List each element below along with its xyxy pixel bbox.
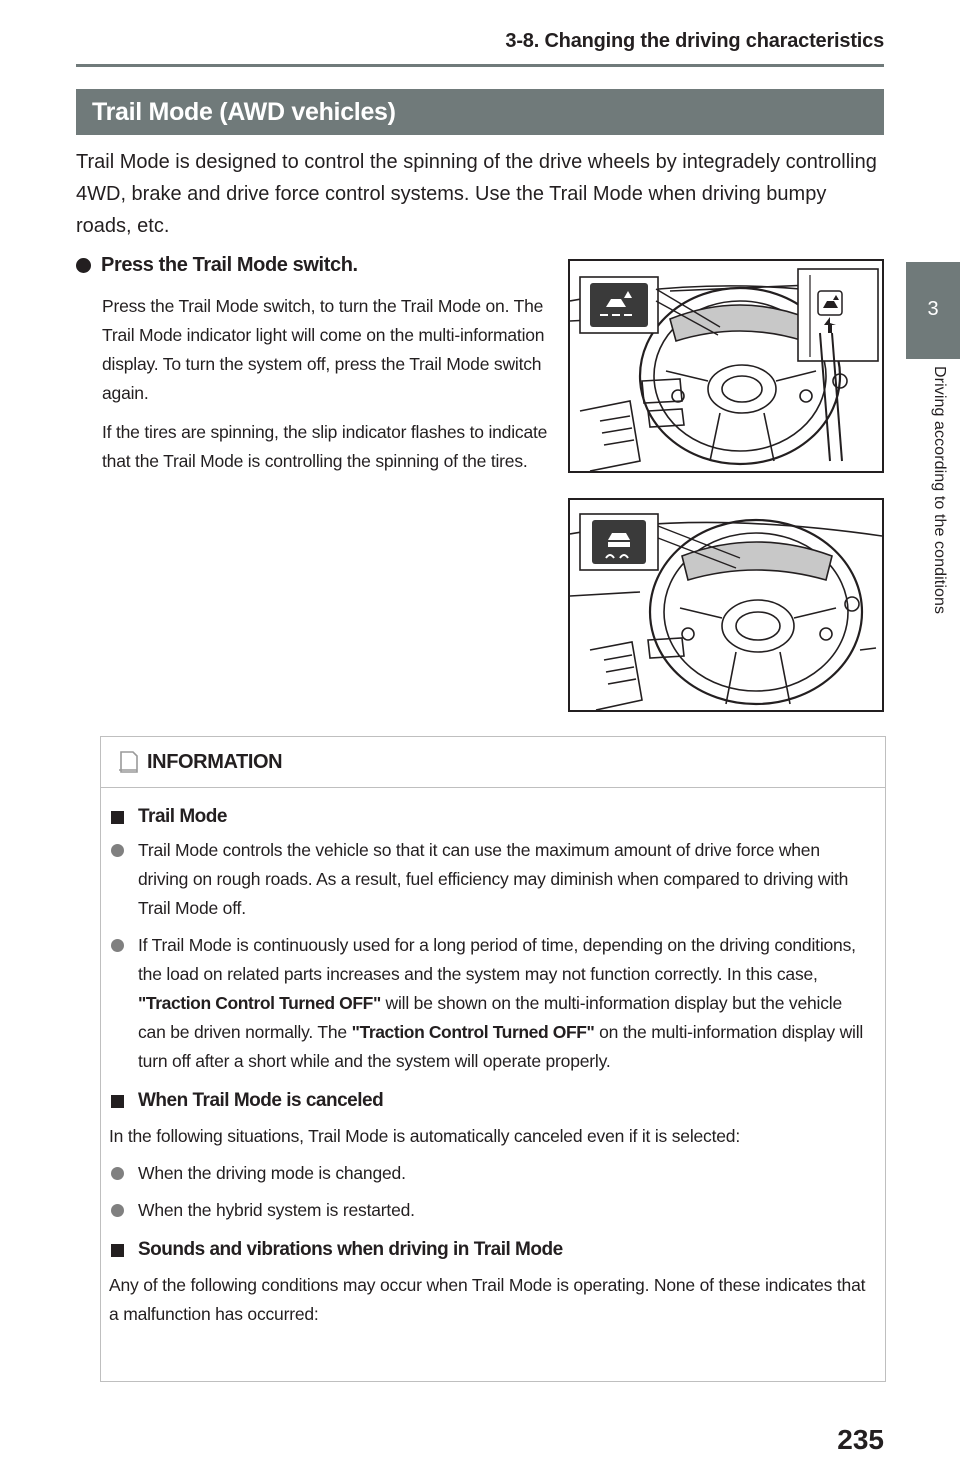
trail-mode-switch-illustration <box>568 259 884 473</box>
section-title: Trail Mode (AWD vehicles) <box>92 97 396 126</box>
body-text: Any of the following conditions may occur when Trail Mode is operating. None of these indicates that a malfunction has occurred: <box>109 1275 866 1324</box>
bullet-paragraph-2: If the tires are spinning, the slip indicator flashes to indicate that the Trail Mode is controlling the spinning of the tires. <box>102 422 548 471</box>
subheading-sounds <box>109 1239 871 1261</box>
dashboard-line-drawing <box>570 261 882 471</box>
section-title-bar <box>76 89 884 135</box>
subheading-text: Sounds and vibrations when driving in Trail Mode <box>138 1239 563 1260</box>
chapter-label: Driving according to the conditions <box>931 366 948 615</box>
message-text-bold: "Traction Control Turned OFF" <box>138 993 381 1013</box>
page-number: 235 <box>837 1424 884 1455</box>
bullet-heading-text: Press the Trail Mode switch. <box>101 254 358 276</box>
list-item <box>109 1159 871 1188</box>
square-bullet-icon <box>111 811 124 824</box>
chapter-tab-rule <box>906 356 960 359</box>
header-rule <box>76 64 884 67</box>
circle-bullet-icon <box>111 1204 124 1217</box>
list-item <box>109 1196 871 1225</box>
text-run: on the multi-information display will turn off after a short while and the system will operate properly. <box>138 1022 864 1071</box>
dashboard-line-drawing-2 <box>570 500 882 710</box>
slip-indicator-illustration <box>568 498 884 712</box>
subheading-text: When Trail Mode is canceled <box>138 1090 384 1111</box>
message-text-bold: "Traction Control Turned OFF" <box>351 1022 595 1042</box>
information-box <box>100 736 886 1382</box>
circle-bullet-icon <box>111 1167 124 1180</box>
body-text: In the following situations, Trail Mode is automatically canceled even if it is selected: <box>109 1126 740 1146</box>
chapter-tab <box>906 262 960 356</box>
subheading-canceled <box>109 1090 871 1112</box>
chapter-number: 3 <box>927 297 939 320</box>
square-bullet-icon <box>111 1244 124 1257</box>
information-title: INFORMATION <box>147 750 283 773</box>
text-run: If Trail Mode is continuously used for a long period of time, depending on the driving conditions, the load on related parts increases and the system may not function correctly. In this case, <box>138 935 856 984</box>
list-item <box>109 836 871 923</box>
subheading-trail-mode <box>109 806 871 828</box>
text-run: will be shown on the multi-information display but the vehicle can be driven normally. The <box>138 993 842 1042</box>
list-item-text: When the driving mode is changed. <box>138 1163 406 1183</box>
bullet-dot-icon <box>76 258 91 273</box>
bullet-heading <box>76 254 358 277</box>
information-header <box>101 737 885 788</box>
subheading-text: Trail Mode <box>138 806 227 827</box>
running-header: 3-8. Changing the driving characteristics <box>505 30 884 52</box>
intro-paragraph: Trail Mode is designed to control the spinning of the drive wheels by integradely controlling 4WD, brake and drive force control systems. Use the Trail Mode when driving bumpy roads, etc. <box>76 151 877 237</box>
switch-callout <box>798 269 878 461</box>
note-icon <box>117 750 139 774</box>
square-bullet-icon <box>111 1095 124 1108</box>
list-item-text: Trail Mode controls the vehicle so that it can use the maximum amount of drive force when driving on rough roads. As a result, fuel efficiency may diminish when compared to driving with Trail Mode off. <box>138 840 849 918</box>
list-item <box>109 931 871 1076</box>
circle-bullet-icon <box>111 939 124 952</box>
list-item-text <box>138 931 871 1076</box>
circle-bullet-icon <box>111 844 124 857</box>
bullet-paragraph-1: Press the Trail Mode switch, to turn the Trail Mode on. The Trail Mode indicator light will come on the multi-information display. To turn the system off, press the Trail Mode switch again. <box>102 296 545 403</box>
information-body <box>101 788 885 1329</box>
list-item-text: When the hybrid system is restarted. <box>138 1200 415 1220</box>
